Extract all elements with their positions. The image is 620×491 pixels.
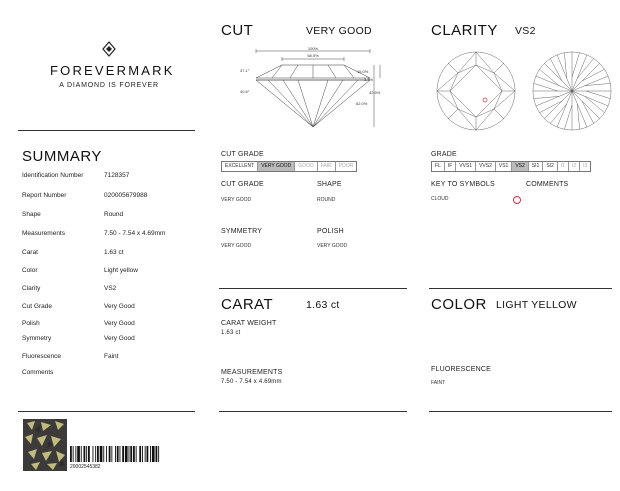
summary-label: Measurements: [22, 230, 65, 237]
crown-angle-label: 37.1°: [240, 68, 250, 73]
shape-value: ROUND: [317, 197, 336, 203]
scale-cell: I3: [583, 163, 588, 169]
clarity-grade-scale: [431, 161, 591, 172]
comments-heading: COMMENTS: [526, 181, 569, 188]
color-value: LIGHT YELLOW: [496, 299, 577, 311]
summary-value: Very Good: [104, 320, 135, 327]
diamond-photo: [23, 419, 67, 471]
summary-value: Very Good: [104, 303, 135, 310]
pavilion-angle-label: 40.6°: [240, 89, 250, 94]
brand-tagline: A DIAMOND IS FOREVER: [59, 82, 159, 89]
scale-cell: GOOD: [295, 162, 317, 171]
clarity-title: CLARITY: [431, 22, 498, 39]
carat-title: CARAT: [221, 296, 274, 313]
summary-label: Clarity: [22, 285, 41, 292]
total-depth-label: 62.0%: [356, 101, 368, 106]
key-symbol-cloud: CLOUD: [431, 196, 449, 202]
color-title: COLOR: [431, 296, 487, 313]
summary-label: Cut Grade: [22, 303, 52, 310]
left-bottom-divider: [18, 411, 195, 412]
clarity-value: VS2: [515, 25, 536, 37]
scale-cell: VVS1: [456, 162, 476, 171]
summary-label: Color: [22, 267, 38, 274]
summary-value: 7128357: [104, 172, 130, 179]
fluorescence-value: FAINT: [431, 380, 446, 386]
table-width-label: 58.5%: [307, 53, 319, 58]
cut-grade-heading: CUT GRADE: [221, 181, 264, 188]
summary-value: VS2: [104, 285, 117, 292]
polish-heading: POLISH: [317, 228, 344, 235]
cut-scale-label: CUT GRADE: [221, 151, 264, 158]
scale-cell: SI1: [529, 162, 544, 171]
crown-height-label: 15.0%: [357, 69, 369, 74]
summary-value: 1.63 ct: [104, 249, 124, 256]
symmetry-heading: SYMMETRY: [221, 228, 263, 235]
color-bottom-divider: [429, 411, 612, 412]
scale-cell: VS1: [496, 162, 512, 171]
scale-cell: IF: [445, 162, 456, 171]
polish-value: VERY GOOD: [317, 243, 348, 249]
scale-cell: VVS2: [476, 162, 496, 171]
brand-name: FOREVERMARK: [50, 63, 175, 78]
left-top-divider: [18, 130, 195, 131]
table-percent-label: 100%: [307, 46, 319, 51]
cut-value: VERY GOOD: [306, 25, 372, 37]
clarity-scale-label: GRADE: [431, 151, 457, 158]
symmetry-value: VERY GOOD: [221, 243, 252, 249]
cut-title: CUT: [221, 22, 254, 39]
barcode-number: 20002545382: [70, 464, 101, 470]
cut-bottom-divider: [219, 288, 407, 289]
girdle-label: 3.4%: [364, 77, 374, 82]
carat-weight-heading: CARAT WEIGHT: [221, 320, 277, 327]
pavilion-depth-label: 42.5%: [369, 90, 381, 95]
cut-grade-value: VERY GOOD: [221, 197, 252, 203]
clarity-plot-top-view: [436, 51, 516, 131]
scale-cell: I1: [558, 162, 569, 171]
summary-value: Round: [104, 211, 124, 218]
carat-value: 1.63 ct: [306, 299, 340, 311]
scale-cell: I2: [569, 162, 580, 171]
summary-label: Identification Number: [22, 172, 84, 179]
scale-cell: VERY GOOD: [258, 162, 295, 171]
summary-label: Fluorescence: [22, 353, 62, 360]
scale-cell: EXCELLENT: [222, 162, 258, 171]
scale-cell: SI2: [543, 162, 558, 171]
barcode: [70, 446, 192, 462]
summary-title: SUMMARY: [22, 148, 102, 165]
measurements-heading: MEASUREMENTS: [221, 369, 283, 376]
cut-grade-scale: [221, 161, 357, 172]
fluorescence-heading: FLUORESCENCE: [431, 366, 491, 373]
scale-cell: FL: [432, 162, 445, 171]
key-to-symbols-heading: KEY TO SYMBOLS: [431, 181, 495, 188]
clarity-plot-bottom-view: [532, 51, 612, 131]
summary-label: Symmetry: [22, 335, 52, 342]
cloud-inclusion-marker: [483, 98, 487, 102]
measurements-value: 7.50 - 7.54 x 4.69mm: [221, 379, 282, 385]
carat-weight-value: 1.63 ct: [221, 330, 241, 336]
scale-cell: FAIR: [318, 162, 336, 171]
scale-cell: VS2: [512, 162, 528, 171]
forevermark-logo-icon: [101, 41, 117, 57]
summary-label: Comments: [22, 369, 54, 376]
summary-label: Shape: [22, 211, 41, 218]
summary-value: 7.50 - 7.54 x 4.69mm: [104, 230, 166, 237]
shape-heading: SHAPE: [317, 181, 342, 188]
summary-label: Carat: [22, 249, 38, 256]
clarity-bottom-divider: [429, 288, 612, 289]
summary-value: Very Good: [104, 335, 135, 342]
summary-label: Report Number: [22, 192, 67, 199]
diamond-profile-diagram: [238, 45, 388, 131]
summary-value: 020005679988: [104, 192, 148, 199]
summary-value: Light yellow: [104, 267, 138, 274]
summary-label: Polish: [22, 320, 40, 327]
scale-cell: POOR: [338, 163, 354, 169]
cloud-symbol-icon: [513, 196, 521, 204]
summary-value: Faint: [104, 353, 119, 360]
carat-bottom-divider: [219, 411, 407, 412]
